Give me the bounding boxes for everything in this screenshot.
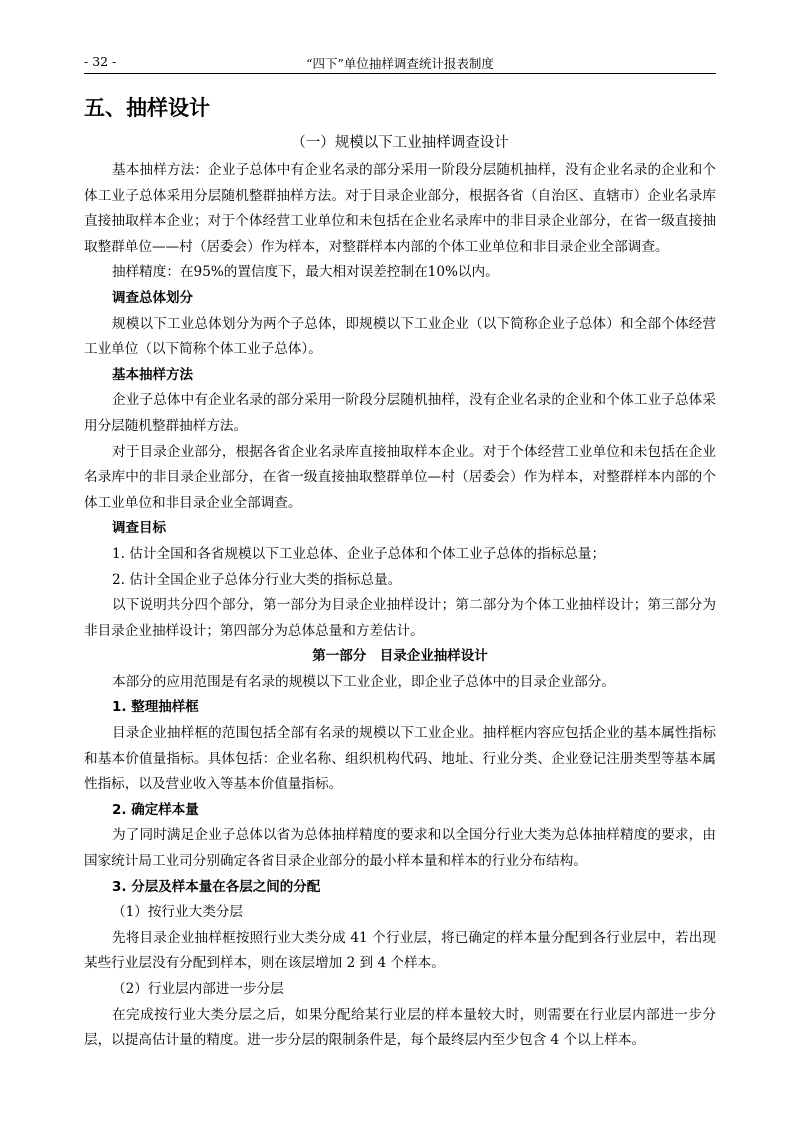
goal-item-2: 2. 估计全国企业子总体分行业大类的指标总量。 <box>112 571 402 588</box>
paragraph-method-2: 对于目录企业部分，根据各省企业名录库直接抽取样本企业。对于个体经营工业单位和未包括在企业名录库中的非目录企业部分，在省一级直接抽取整群单位—村（居委会）作为样本，对整群样本内部的个体工业单位和非目录企业全部调查。 <box>84 443 716 511</box>
heading-allocation: 3. 分层及样本量在各层之间的分配 <box>112 878 321 895</box>
section-title: 五、抽样设计 <box>84 96 210 120</box>
paragraph-scope: 本部分的应用范围是有名录的规模以下工业企业，即企业子总体中的目录企业部分。 <box>112 673 615 690</box>
page-header <box>84 50 716 72</box>
page-number: - 32 - <box>84 54 117 69</box>
paragraph-sample-size: 为了同时满足企业子总体以省为总体抽样精度的要求和以全国分行业大类为总体抽样精度的要求，由国家统计局工业司分别确定各省目录企业部分的最小样本量和样本的行业分布结构。 <box>84 827 716 870</box>
paragraph-method-1: 企业子总体中有企业名录的部分采用一阶段分层随机抽样，没有企业名录的企业和个体工业子总体采用分层随机整群抽样方法。 <box>84 392 716 434</box>
page-body <box>84 88 716 1054</box>
heading-method: 基本抽样方法 <box>112 366 193 383</box>
paragraph-parts: 以下说明共分四个部分，第一部分为目录企业抽样设计；第二部分为个体工业抽样设计；第三部分为非目录企业抽样设计；第四部分为总体总量和方差估计。 <box>84 597 716 639</box>
header-divider <box>84 73 716 74</box>
paragraph-basic-method: 基本抽样方法：企业子总体中有企业名录的部分采用一阶段分层随机抽样，没有企业名录的企业和个体工业子总体采用分层随机整群抽样方法。对于目录企业部分，根据各省（自治区、直辖市）企业名录库直接抽取样本企业；对于个体经营工业单位和未包括在企业名录库中的非目录企业部分，在省一级直接抽取整群单位——村（居委会）作为样本，对整群样本内部的个体工业单位和非目录企业全部调查。 <box>84 162 716 255</box>
paragraph-allocation-1: 先将目录企业抽样框按照行业大类分成 41 个行业层，将已确定的样本量分配到各行业层中，若出现某些行业层没有分配到样本，则在该层增加 2 到 4 个样本。 <box>84 929 716 972</box>
paragraph-precision: 抽样精度：在95%的置信度下，最大相对误差控制在10%以内。 <box>112 264 499 281</box>
heading-population: 调查总体划分 <box>112 289 193 306</box>
subsection-title: （一）规模以下工业抽样调查设计 <box>291 135 509 151</box>
goal-item-1: 1. 估计全国和各省规模以下工业总体、企业子总体和个体工业子总体的指标总量； <box>112 545 606 562</box>
heading-frame: 1. 整理抽样框 <box>112 699 199 716</box>
allocation-subheading-1: （1）按行业大类分层 <box>112 904 243 921</box>
paragraph-frame: 目录企业抽样框的范围包括全部有名录的规模以下工业企业。抽样框内容应包括企业的基本属性指标和基本价值量指标。具体包括：企业名称、组织机构代码、地址、行业分类、企业登记注册类型等基本属性指标，以及营业收入等基本价值量指标。 <box>84 725 716 793</box>
header-title: “四下”单位抽样调查统计报表制度 <box>306 56 494 71</box>
paragraph-population: 规模以下工业总体划分为两个子总体，即规模以下工业企业（以下简称企业子总体）和全部个体经营工业单位（以下简称个体工业子总体）。 <box>84 315 716 358</box>
allocation-subheading-2: （2）行业层内部进一步分层 <box>112 981 284 997</box>
heading-goal: 调查目标 <box>112 520 166 537</box>
part-one-title: 第一部分 目录企业抽样设计 <box>312 648 488 665</box>
heading-sample-size: 2. 确定样本量 <box>112 801 199 818</box>
paragraph-allocation-2: 在完成按行业大类分层之后，如果分配给某行业层的样本量较大时，则需要在行业层内部进一步分层，以提高估计量的精度。进一步分层的限制条件是，每个最终层内至少包含 4 个以上样本。 <box>84 1006 716 1049</box>
